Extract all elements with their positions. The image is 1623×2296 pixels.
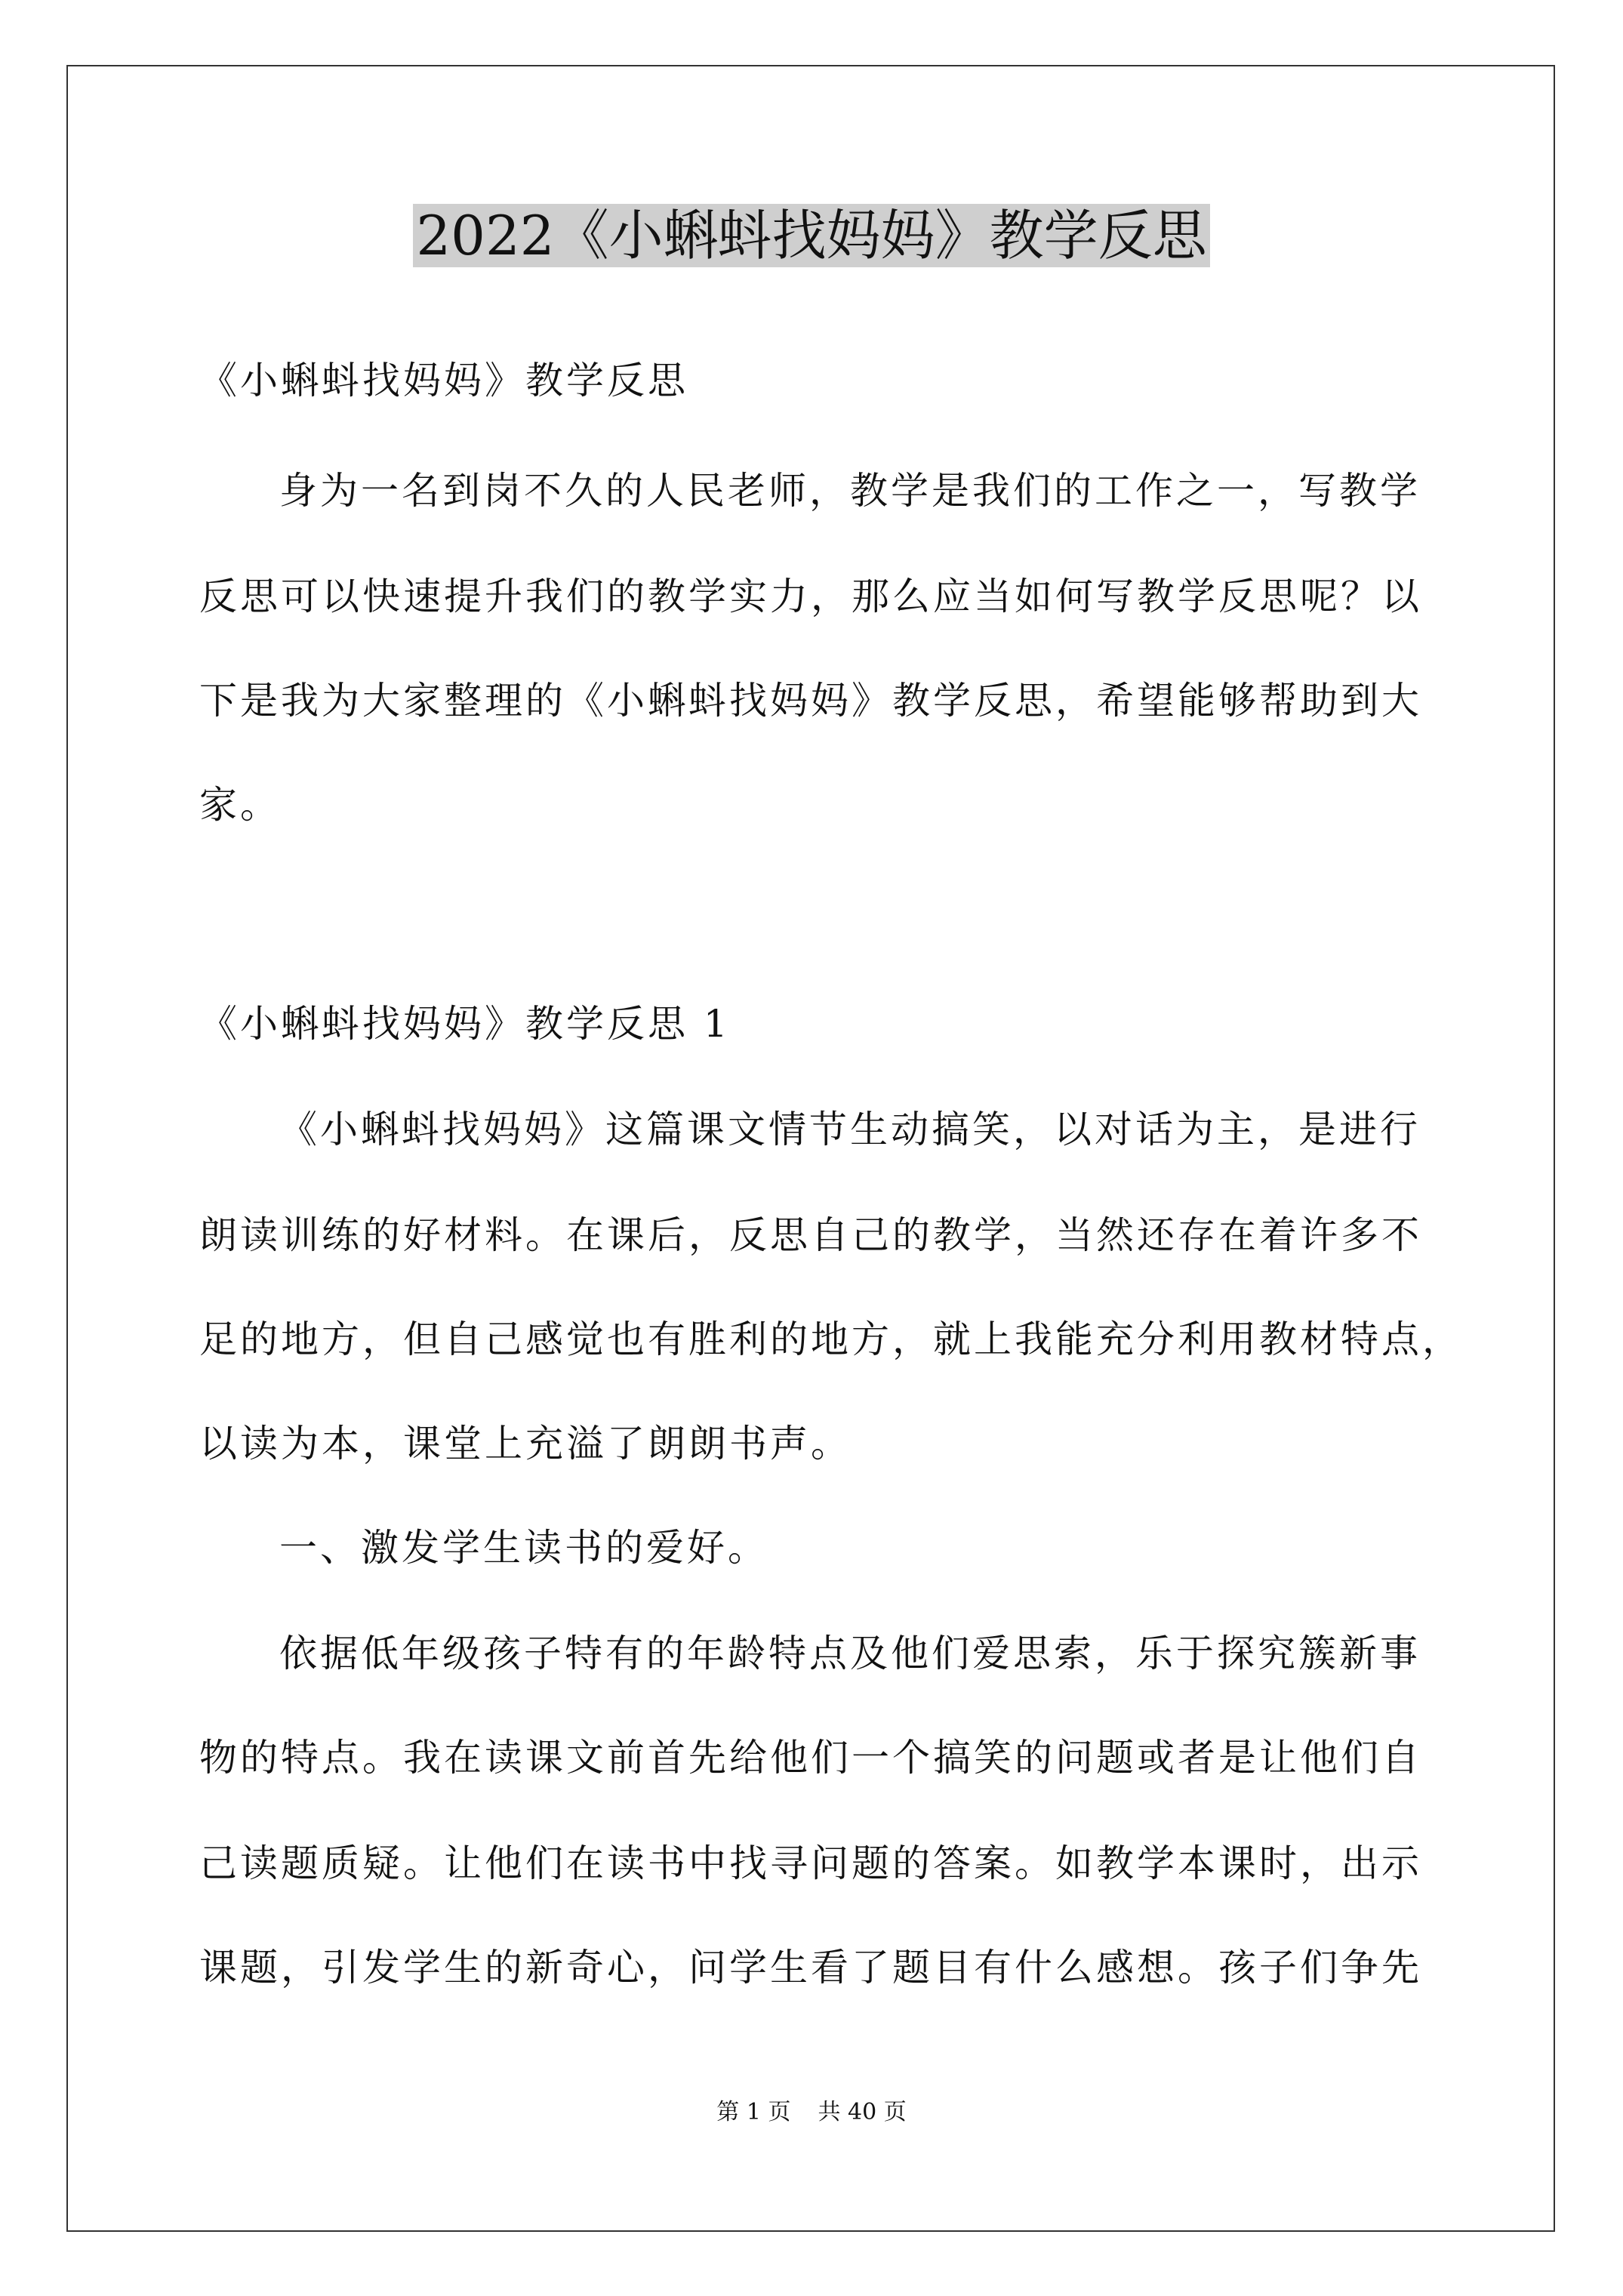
document-title-text: 2022《小蝌蚪找妈妈》教学反思 [413, 204, 1209, 267]
intro-line-2: 反思可以快速提升我们的教学实力，那么应当如何写教学反思呢？以 [199, 575, 1422, 618]
para2-line-4: 课题，引发学生的新奇心，问学生看了题目有什么感想。孩子们争先 [199, 1946, 1422, 1989]
para2-line-2: 物的特点。我在读课文前首先给他们一个搞笑的问题或者是让他们自 [199, 1736, 1422, 1780]
para2-line-3: 己读题质疑。让他们在读书中找寻问题的答案。如教学本课时，出示 [199, 1841, 1422, 1885]
para2-line-1: 依据低年级孩子特有的年龄特点及他们爱思索，乐于探究簇新事 [279, 1632, 1421, 1675]
page-number: 第 1 页 [716, 2099, 791, 2125]
intro-line-1: 身为一名到岗不久的人民老师，教学是我们的工作之一，写教学 [279, 469, 1421, 513]
section-heading: 《小蝌蚪找妈妈》教学反思 1 [199, 1002, 731, 1046]
para1-line-4: 以读为本，课堂上充溢了朗朗书声。 [199, 1422, 852, 1465]
document-title [0, 198, 1623, 273]
subtitle: 《小蝌蚪找妈妈》教学反思 [199, 359, 688, 402]
intro-line-3: 下是我为大家整理的《小蝌蚪找妈妈》教学反思，希望能够帮助到大 [199, 679, 1422, 723]
page-footer [0, 2097, 1623, 2128]
para1-line-1: 《小蝌蚪找妈妈》这篇课文情节生动搞笑，以对话为主，是进行 [279, 1108, 1421, 1151]
para1-line-3: 足的地方，但自己感觉也有胜利的地方，就上我能充分利用教材特点， [199, 1318, 1463, 1361]
intro-line-4: 家。 [199, 783, 281, 827]
point-heading: 一、激发学生读书的爱好。 [279, 1526, 768, 1570]
page-total: 共 40 页 [818, 2099, 907, 2125]
para1-line-2: 朗读训练的好材料。在课后，反思自己的教学，当然还存在着许多不 [199, 1213, 1422, 1257]
